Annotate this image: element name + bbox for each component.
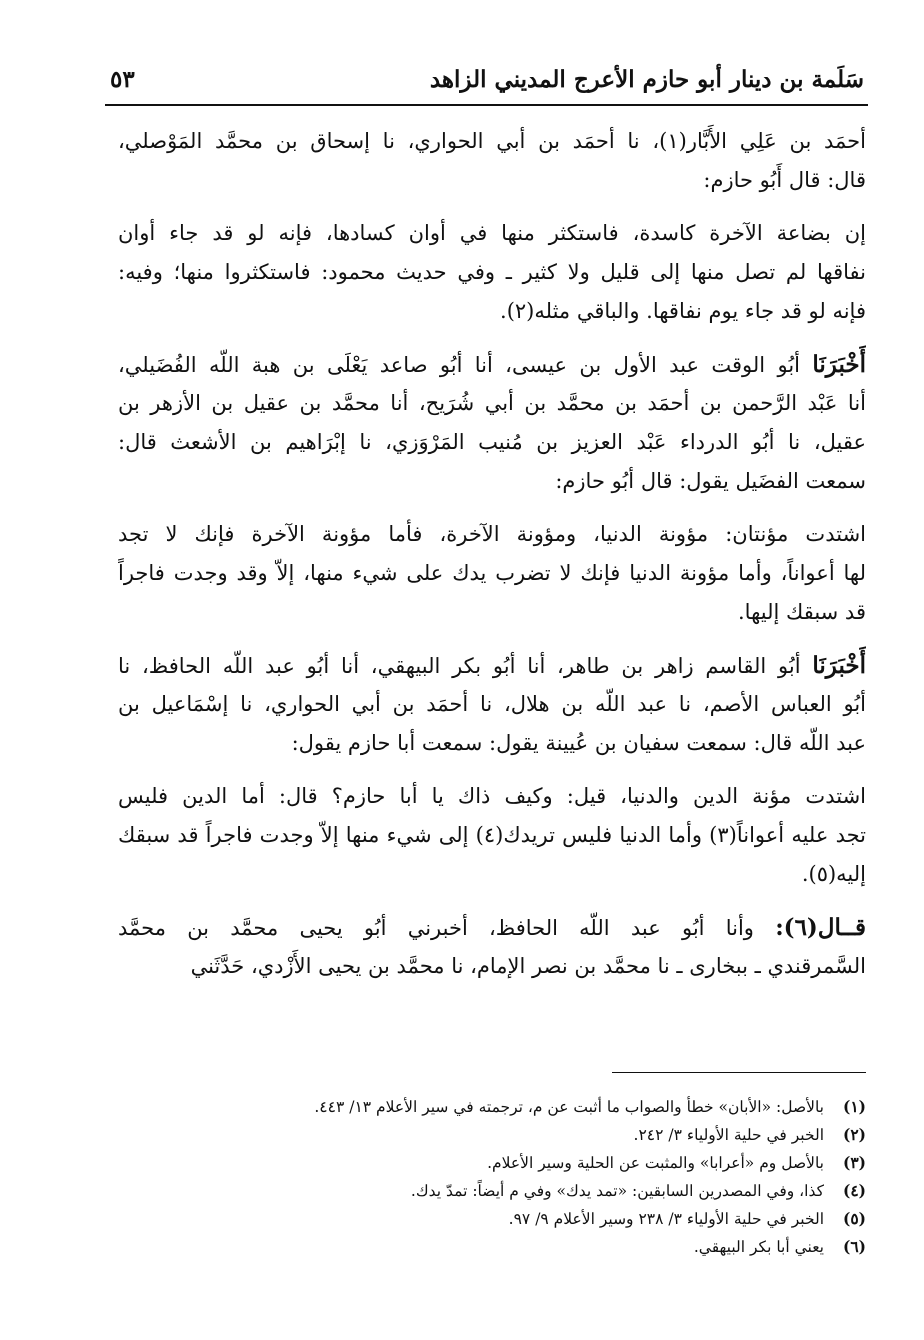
footnote-number: (٢) xyxy=(842,1125,866,1144)
text-line xyxy=(118,161,866,200)
paragraph xyxy=(118,515,866,632)
footnote-text: الخبر في حلية الأولياء ٣/ ٢٣٨ وسير الأعلام ٩/ ٩٧. xyxy=(508,1210,824,1228)
footnotes xyxy=(118,1093,866,1261)
text-line xyxy=(118,724,866,763)
text-line xyxy=(118,384,866,423)
footnote xyxy=(118,1149,866,1177)
footnote-text: يعني أبا بكر البيهقي. xyxy=(693,1238,824,1256)
paragraph-lead: أَخْبَرَنَا xyxy=(812,652,866,679)
line-text: قال: قال أَبُو حازم: xyxy=(703,168,866,192)
footnote xyxy=(118,1177,866,1205)
running-title: سَلَمة بن دينار أبو حازم الأعرج المديني الزاهد xyxy=(429,66,864,93)
footnote xyxy=(118,1205,866,1233)
page-header xyxy=(110,62,864,102)
line-text: لها أعواناً، وأما مؤونة الدنيا فإنك لا تضرب يدك على شيء منها، إلاّ وقد وجدت فاجراً xyxy=(118,561,866,585)
header-rule xyxy=(105,104,868,106)
line-text: أحمَد بن عَلِي الأَبَّار(١)، نا أحمَد بن أبي الحواري، نا إسحاق بن محمَّد المَوْصلي، xyxy=(118,129,866,153)
line-text: إليه(٥). xyxy=(801,862,866,886)
line-text: فإنه لو قد جاء يوم نفاقها. والباقي مثله(٢). xyxy=(500,299,866,323)
line-text: اشتدت مؤنة الدين والدنيا، قيل: وكيف ذاك يا أبا حازم؟ قال: أما الدين فليس xyxy=(118,784,866,808)
line-text: قد سبقك إليها. xyxy=(738,600,866,624)
footnote-text: بالأصل وم «أعرابا» والمثبت عن الحلية وسير الأعلام. xyxy=(487,1154,824,1172)
paragraph xyxy=(118,345,866,501)
text-line xyxy=(118,214,866,253)
paragraph xyxy=(118,646,866,763)
line-text: إن بضاعة الآخرة كاسدة، فاستكثر منها في أوان كسادها، فإنه لو قد جاء أوان xyxy=(118,221,866,245)
text-line xyxy=(118,423,866,462)
paragraph xyxy=(118,908,866,986)
footnote-number: (٣) xyxy=(842,1153,866,1172)
text-line xyxy=(118,816,866,855)
text-line xyxy=(118,292,866,331)
text-line xyxy=(118,947,866,986)
text-line xyxy=(118,685,866,724)
paragraph xyxy=(118,122,866,200)
paragraph-lead: أَخْبَرَنَا xyxy=(812,351,866,378)
paragraph-lead: قــال(٦): xyxy=(775,914,866,941)
line-text: أبُو العباس الأصم، نا عبد اللّه بن هلال، نا أحمَد بن أبي الحواري، نا إسْمَاعيل بن xyxy=(118,692,866,716)
line-text: عقيل، نا أبُو الدرداء عَبْد العزيز بن مُنيب المَرْوَزي، نا إبْرَاهيم بن الأشعث قال: xyxy=(118,430,866,454)
footnote xyxy=(118,1233,866,1261)
footnote-text: كذا، وفي المصدرين السابقين: «تمد يدك» وفي م أيضاً: تمدّ يدك. xyxy=(410,1182,824,1200)
line-text: أبُو الوقت عبد الأول بن عيسى، أنا أبُو صاعد يَعْلَى بن هبة اللّه الفُضَيلي، xyxy=(118,353,813,377)
line-text: أنا عَبْد الرَّحمن بن أحمَد بن محمَّد بن أبي شُرَيح، أنا محمَّد بن عقيل بن الأزهر بن xyxy=(118,391,866,415)
footnote xyxy=(118,1121,866,1149)
main-text xyxy=(118,122,866,1000)
page-number: ٥٣ xyxy=(110,66,135,93)
footnote-text: الخبر في حلية الأولياء ٣/ ٢٤٢. xyxy=(633,1126,824,1144)
line-text: عبد اللّه قال: سمعت سفيان بن عُيينة يقول: سمعت أبا حازم يقول: xyxy=(291,731,866,755)
line-text: اشتدت مؤنتان: مؤونة الدنيا، ومؤونة الآخرة، فأما مؤونة الآخرة فإنك لا تجد xyxy=(118,522,866,546)
text-line xyxy=(118,345,866,384)
text-line xyxy=(118,253,866,292)
footnote xyxy=(118,1093,866,1121)
paragraph xyxy=(118,777,866,894)
line-text: أبُو القاسم زاهر بن طاهر، أنا أبُو بكر البيهقي، أنا أبُو عبد اللّه الحافظ، نا xyxy=(118,654,813,678)
paragraph xyxy=(118,214,866,331)
text-line xyxy=(118,908,866,947)
text-line xyxy=(118,462,866,501)
line-text: السَّمرقندي ـ ببخارى ـ نا محمَّد بن نصر الإمام، نا محمَّد بن يحيى الأَزْدي، حَدَّثَني xyxy=(190,954,866,978)
footnote-text: بالأصل: «الأبان» خطأ والصواب ما أثبت عن م، ترجمته في سير الأعلام ١٣/ ٤٤٣. xyxy=(314,1098,824,1116)
footnote-number: (٥) xyxy=(842,1209,866,1228)
line-text: وأنا أبُو عبد اللّه الحافظ، أخبرني أبُو يحيى محمَّد بن محمَّد xyxy=(118,916,776,940)
line-text: سمعت الفضَيل يقول: قال أبُو حازم: xyxy=(555,469,866,493)
text-line xyxy=(118,554,866,593)
text-line xyxy=(118,855,866,894)
line-text: تجد عليه أعواناً(٣) وأما الدنيا فليس تريدك(٤) إلى شيء منها إلاّ وجدت فاجراً قد سبقك xyxy=(118,823,866,847)
text-line xyxy=(118,122,866,161)
text-line xyxy=(118,777,866,816)
footnote-separator xyxy=(612,1072,866,1073)
footnote-number: (٦) xyxy=(842,1237,866,1256)
line-text: نفاقها لم تصل منها إلى قليل ولا كثير ـ وفي حديث محمود: فاستكثروا منها؛ وفيه: xyxy=(118,260,866,284)
footnote-number: (٤) xyxy=(842,1181,866,1200)
text-line xyxy=(118,515,866,554)
text-line xyxy=(118,646,866,685)
text-line xyxy=(118,593,866,632)
footnote-number: (١) xyxy=(842,1097,866,1116)
